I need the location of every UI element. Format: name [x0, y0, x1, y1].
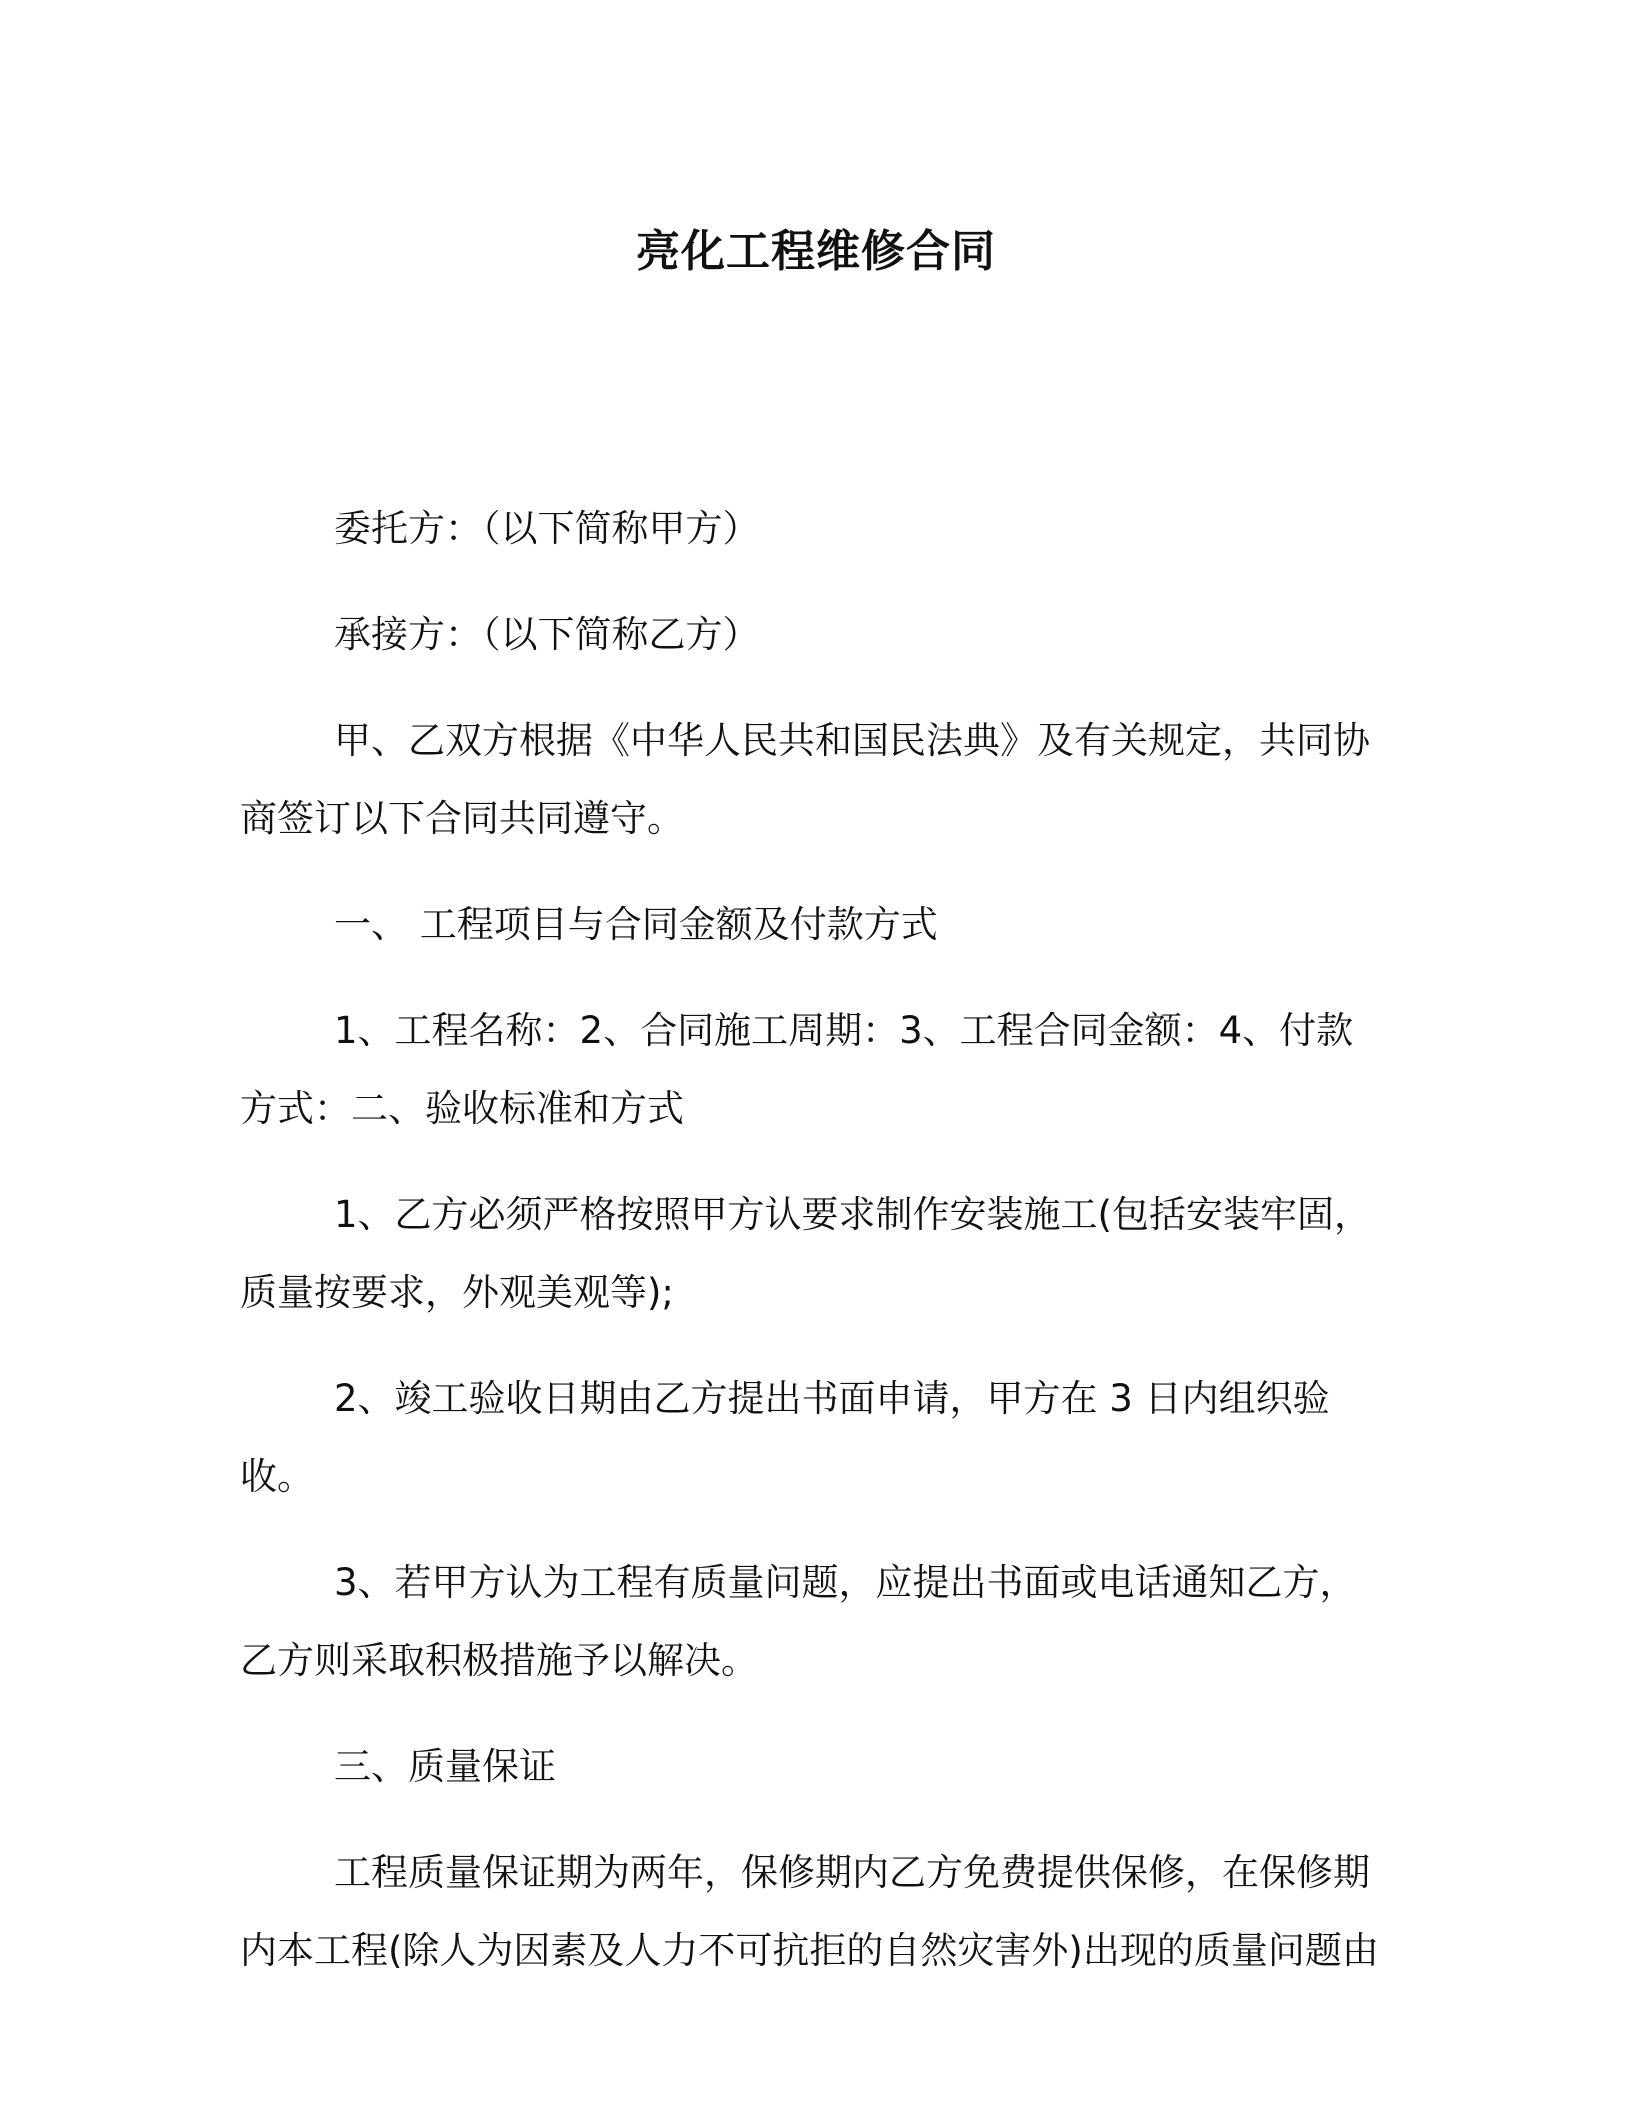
paragraph-preamble: 甲、乙双方根据《中华人民共和国民法典》及有关规定，共同协商签订以下合同共同遵守。 [240, 719, 1370, 840]
paragraph-warranty: 工程质量保证期为两年，保修期内乙方免费提供保修，在保修期内本工程(除人为因素及人力不可抗拒的自然灾害外)出现的质量问题由 [240, 1851, 1379, 1972]
section-heading-3: 三、质量保证 [334, 1745, 556, 1788]
document-title: 亮化工程维修合同 [636, 226, 996, 277]
paragraph-client: 委托方：（以下简称甲方） [334, 507, 760, 550]
paragraph-acceptance-2: 2、竣工验收日期由乙方提出书面申请，甲方在 3 日内组织验收。 [240, 1377, 1330, 1498]
paragraph-contractor: 承接方：（以下简称乙方） [334, 613, 760, 656]
paragraph-project-items: 1、工程名称：2、合同施工周期：3、工程合同金额：4、付款方式：二、验收标准和方式 [240, 1009, 1354, 1130]
paragraph-acceptance-1: 1、乙方必须严格按照甲方认要求制作安装施工(包括安装牢固，质量按要求，外观美观等); [240, 1193, 1371, 1314]
paragraph-acceptance-3: 3、若甲方认为工程有质量问题，应提出书面或电话通知乙方，乙方则采取积极措施予以解决。 [240, 1561, 1357, 1682]
document-body [240, 490, 1390, 2018]
section-heading-1: 一、 工程项目与合同金额及付款方式 [334, 903, 938, 946]
